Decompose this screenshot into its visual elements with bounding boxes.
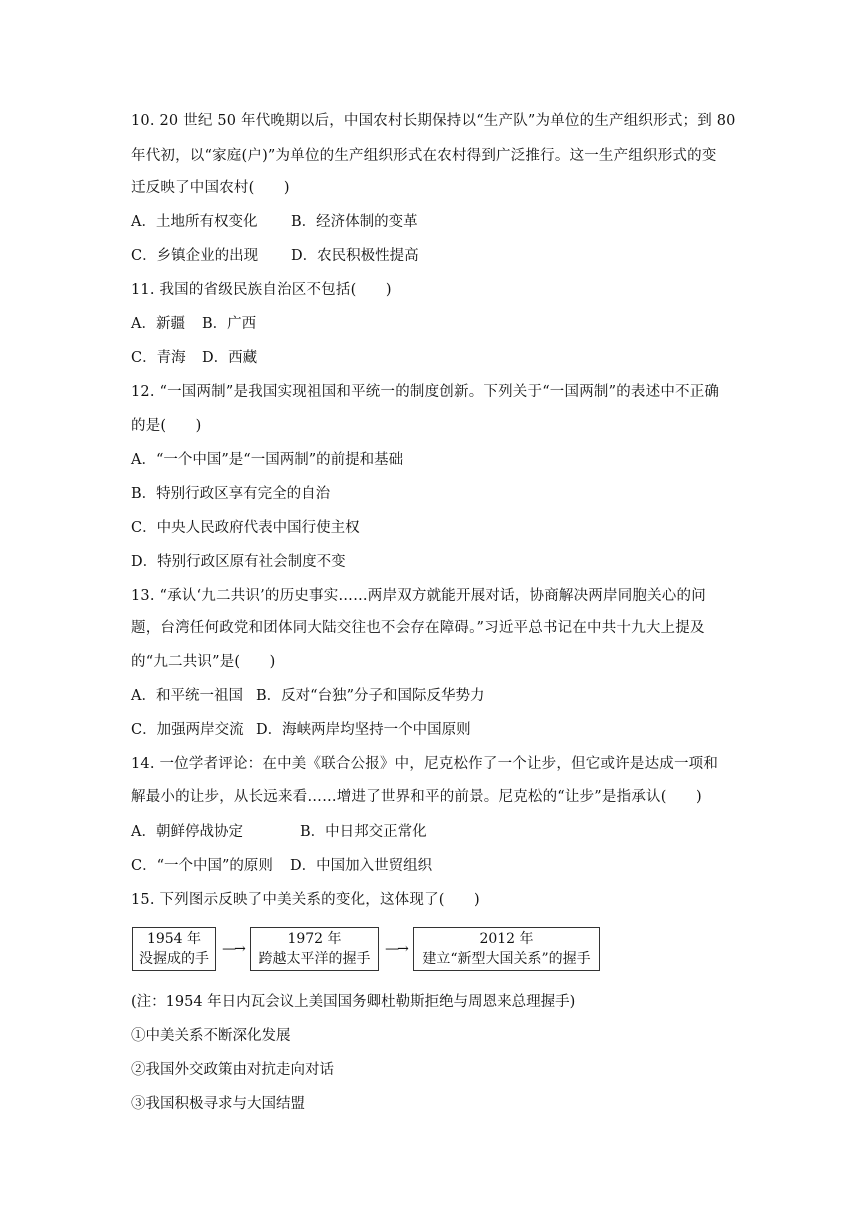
q10-option-d[interactable]: D．农民积极性提高 [291, 248, 419, 264]
q13-stem-line3: 的“九二共识”是( ) [131, 654, 276, 670]
q15-note: (注：1954 年日内瓦会议上美国国务卿杜勒斯拒绝与周恩来总理握手) [131, 994, 576, 1010]
arrow-right-icon: —→ [385, 941, 407, 957]
timeline-box-2012 [413, 927, 600, 971]
q14-options-ab [131, 822, 427, 842]
q13-options-ab [131, 686, 484, 706]
q11-option-a[interactable]: A．新疆 [131, 316, 185, 332]
q13-option-d[interactable]: D．海峡两岸均坚持一个中国原则 [256, 722, 471, 738]
q15-stem: 15. 下列图示反映了中美关系的变化，这体现了( ) [131, 892, 480, 908]
q15-timeline-diagram [132, 926, 600, 972]
q12-option-a[interactable]: A．“一个中国”是“一国两制”的前提和基础 [131, 452, 404, 468]
timeline-year: 2012 年 [479, 931, 534, 947]
q10-stem-line3: 迁反映了中国农村( ) [131, 180, 290, 196]
timeline-caption: 没握成的手 [139, 951, 209, 967]
q12-stem-line1: 12. “一国两制”是我国实现祖国和平统一的制度创新。下列关于“一国两制”的表述中不正确 [131, 384, 720, 400]
q13-stem-line2: 题，台湾任何政党和团体同大陆交往也不会存在障碍。”习近平总书记在中共十九大上提及 [131, 620, 705, 636]
q14-option-b[interactable]: B．中日邦交正常化 [300, 824, 427, 840]
q14-option-c[interactable]: C．“一个中国”的原则 [131, 858, 273, 874]
q12-option-b[interactable]: B．特别行政区享有完全的自治 [131, 486, 331, 502]
timeline-box-1954 [132, 927, 216, 971]
q10-stem-line1: 10. 20 世纪 50 年代晚期以后，中国农村长期保持以“生产队”为单位的生产组织形式；到 80 [131, 113, 736, 129]
q10-option-a[interactable]: A．土地所有权变化 [131, 214, 258, 230]
q15-statement-1: ①中美关系不断深化发展 [131, 1028, 291, 1044]
timeline-year: 1972 年 [287, 931, 342, 947]
q14-stem-line1: 14. 一位学者评论：在中美《联合公报》中，尼克松作了一个让步，但它或许是达成一项和 [131, 756, 719, 772]
q12-stem-line2: 的是( ) [131, 418, 202, 434]
q14-option-d[interactable]: D．中国加入世贸组织 [290, 858, 433, 874]
arrow-right-icon: —→ [222, 941, 244, 957]
q12-option-c[interactable]: C．中央人民政府代表中国行使主权 [131, 520, 360, 536]
timeline-caption: 建立“新型大国关系”的握手 [422, 951, 591, 967]
q14-option-a[interactable]: A．朝鲜停战协定 [131, 824, 243, 840]
q11-option-b[interactable]: B．广西 [202, 316, 257, 332]
q10-options-cd [131, 246, 419, 266]
q13-option-a[interactable]: A．和平统一祖国 [131, 688, 243, 704]
q10-option-c[interactable]: C．乡镇企业的出现 [131, 248, 259, 264]
timeline-year: 1954 年 [146, 931, 202, 947]
q13-option-b[interactable]: B．反对“台独”分子和国际反华势力 [256, 688, 485, 704]
q13-stem-line1: 13. “承认‘九二共识’的历史事实……两岸双方就能开展对话，协商解决两岸同胞关心的问 [131, 588, 706, 604]
q11-options-ab [131, 314, 256, 334]
q10-stem-line2: 年代初，以“家庭(户)”为单位的生产组织形式在农村得到广泛推行。这一生产组织形式的变 [131, 148, 717, 164]
q11-options-cd [131, 348, 257, 368]
q11-option-c[interactable]: C．青海 [131, 350, 186, 366]
q14-stem-line2: 解最小的让步，从长远来看……增进了世界和平的前景。尼克松的“让步”是指承认( ) [131, 789, 702, 805]
q15-statement-3: ③我国积极寻求与大国结盟 [131, 1096, 305, 1112]
q13-option-c[interactable]: C．加强两岸交流 [131, 722, 244, 738]
q14-options-cd [131, 856, 432, 876]
q10-options-ab [131, 212, 418, 232]
q15-statement-2: ②我国外交政策由对抗走向对话 [131, 1062, 334, 1078]
q11-option-d[interactable]: D．西藏 [202, 350, 258, 366]
q10-option-b[interactable]: B．经济体制的变革 [291, 214, 418, 230]
q11-stem: 11. 我国的省级民族自治区不包括( ) [131, 282, 392, 298]
timeline-caption: 跨越太平洋的握手 [258, 951, 371, 967]
q12-option-d[interactable]: D．特别行政区原有社会制度不变 [131, 554, 346, 570]
timeline-box-1972 [250, 927, 379, 971]
q13-options-cd [131, 720, 471, 740]
